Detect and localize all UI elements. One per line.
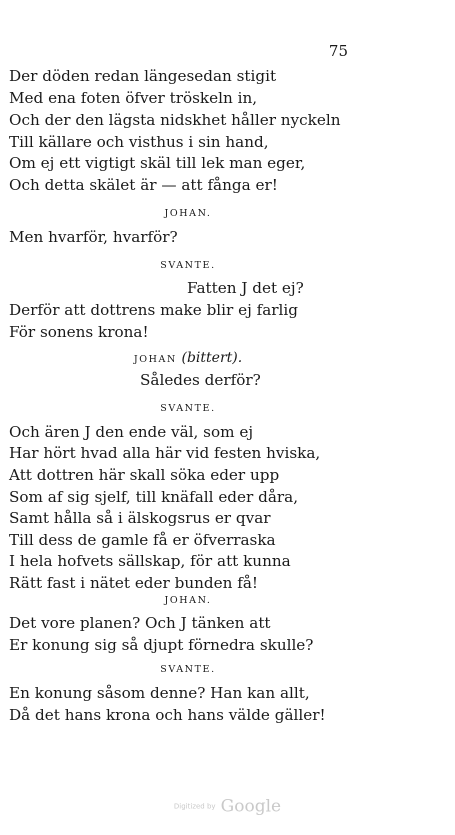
verse-line: Då det hans krona och hans välde gäller! [9,706,326,724]
speaker-name: JOHAN. [164,595,212,606]
verse-line: Har hört hvad alla här vid festen hviska, [9,444,321,462]
verse-line: Med ena foten öfver tröskeln in, [9,89,258,107]
verse-line: Men hvarför, hvarför? [9,228,178,246]
speaker-name: SVANTE. [160,260,216,271]
speaker-name: SVANTE. [160,403,216,414]
speaker-name [0,350,376,366]
verse-line: I hela hofvets sällskap, för att kunna [9,552,291,570]
speaker-name: SVANTE. [160,664,216,675]
verse-line-indented: Fatten J det ej? [187,279,304,297]
verse-line: Samt hålla så i älskogsrus er qvar [9,509,271,527]
verse-line: Som af sig sjelf, till knäfall eder dåra, [9,488,299,506]
verse-line: Det vore planen? Och J tänken att [9,614,271,632]
verse-line: Rätt fast i nätet eder bunden få! [9,574,258,592]
verse-line: Till dess de gamle få er öfverraska [9,531,276,549]
digitized-watermark [0,796,455,817]
verse-line: En konung såsom denne? Han kan allt, [9,684,310,702]
verse-line: För sonens krona! [9,323,149,341]
verse-line: Der döden redan längesedan stigit [9,67,277,85]
verse-line: Till källare och visthus i sin hand, [9,133,269,151]
verse-line: Derför att dottrens make blir ej farlig [9,301,298,319]
speaker-label: JOHAN [133,354,177,365]
verse-line: Och detta skälet är — att fånga er! [9,176,278,194]
verse-line: Och ären J den ende väl, som ej [9,423,254,441]
watermark-prefix: Digitized by [173,802,216,811]
page-number: 75 [328,42,348,60]
verse-line: Om ej ett vigtigt skäl till lek man eger, [9,154,306,172]
speaker-name: JOHAN. [164,208,212,219]
verse-line-indented: Således derför? [140,371,261,389]
google-logo: Google [220,796,282,817]
verse-line: Er konung sig så djupt förnedra skulle? [9,636,314,654]
verse-line: Att dottren här skall söka eder upp [9,466,280,484]
stage-direction: (bittert). [181,350,243,366]
verse-line: Och der den lägsta nidskhet håller nyckeln [9,111,341,129]
